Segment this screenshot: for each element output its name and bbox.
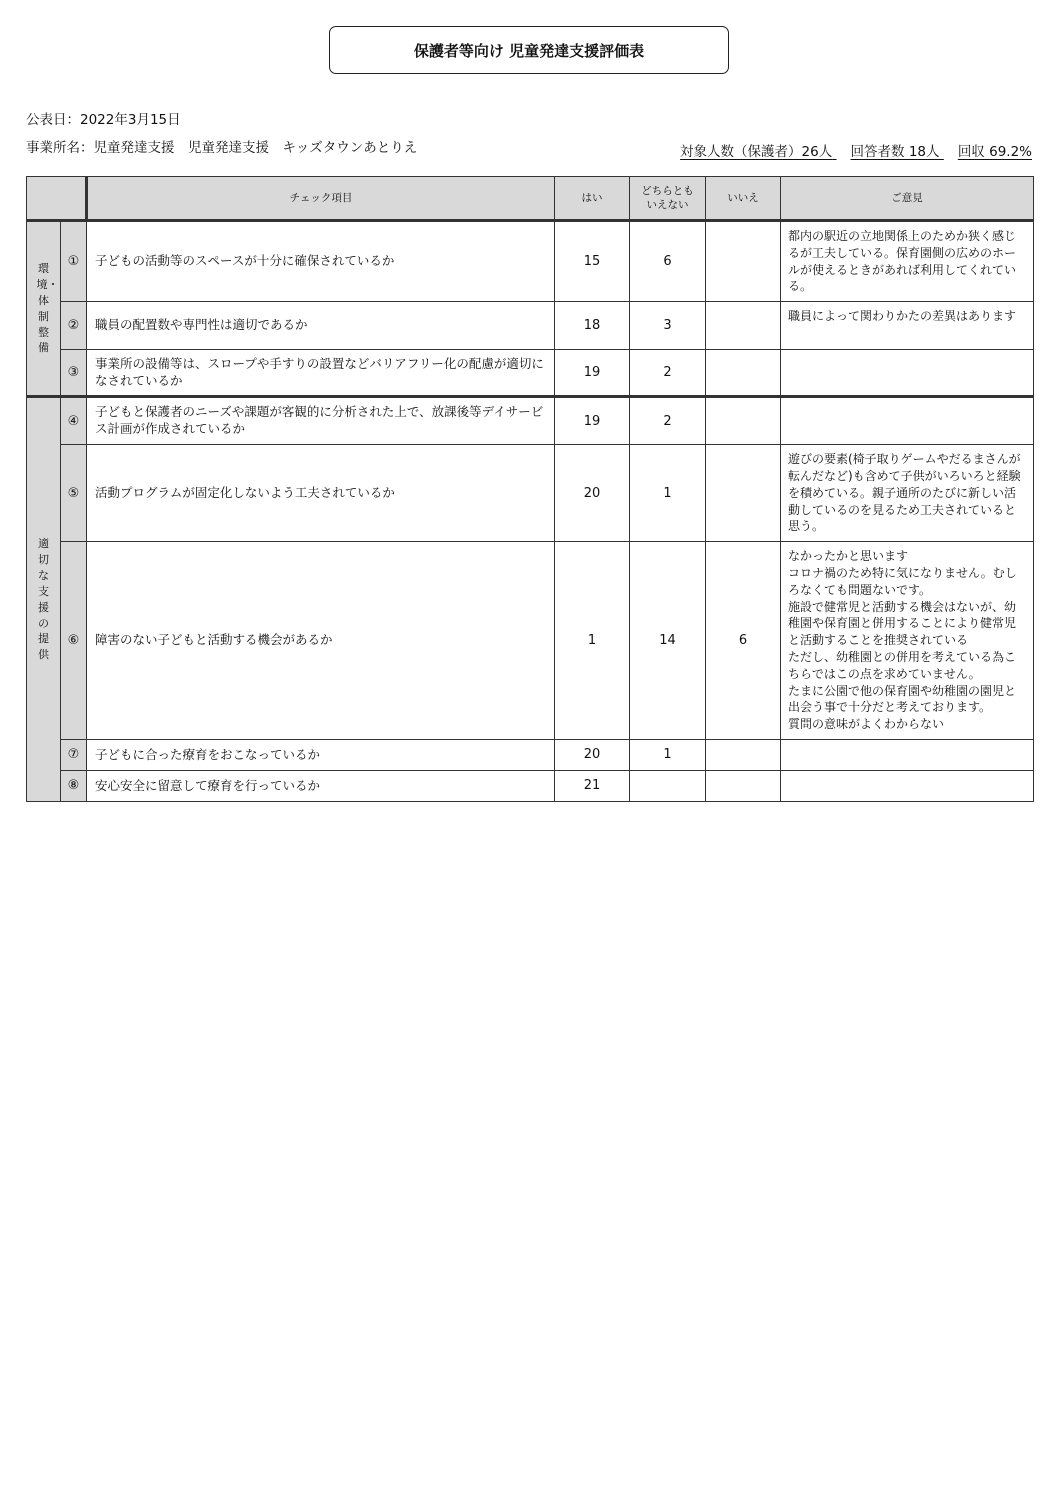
target-count: 対象人数（保護者）26人 (680, 144, 833, 160)
row-number: ④ (61, 397, 87, 445)
header-neither (630, 177, 706, 221)
header-neither-line1: どちらとも (641, 184, 694, 197)
opinion-cell (781, 445, 1034, 542)
check-item: 活動プログラムが固定化しないよう工夫されているか (87, 445, 555, 542)
table-row (27, 445, 1034, 542)
table-row (27, 221, 1034, 302)
check-item: 子どもの活動等のスペースが十分に確保されているか (87, 221, 555, 302)
published-date: 公表日：2022年3月15日 (26, 112, 181, 128)
header-item: チェック項目 (87, 177, 555, 221)
opinion-text: 遊びの要素(椅子取りゲームやだるまさんが転んだなど)も含めて子供がいろいろと経験を積めている。親子通所のたびに新しい活動しているのを見るため工夫されていると思う。 (788, 452, 1021, 534)
opinion-text: 施設で健常児と活動する機会はないが、幼稚園や保育園と併用することにより健常児と活動することを推奨されている (788, 599, 1017, 648)
opinion-cell (781, 770, 1034, 801)
check-item: 子どもと保護者のニーズや課題が客観的に分析された上で、放課後等デイサービス計画が作成されているか (87, 397, 555, 445)
header-neither-line2: いえない (646, 199, 689, 211)
yes-count: 20 (555, 445, 630, 542)
row-number: ① (61, 221, 87, 302)
section-label-support (27, 397, 61, 802)
neither-count (630, 770, 706, 801)
row-number: ② (61, 302, 87, 350)
yes-count: 20 (555, 739, 630, 770)
table-row (27, 350, 1034, 397)
no-count (706, 350, 781, 397)
no-count (706, 739, 781, 770)
check-item: 子どもに合った療育をおこなっているか (87, 739, 555, 770)
row-number: ⑥ (61, 542, 87, 740)
table-row (27, 397, 1034, 445)
table-row (27, 770, 1034, 801)
no-count (706, 770, 781, 801)
yes-count: 1 (555, 542, 630, 740)
yes-count: 15 (555, 221, 630, 302)
respondent-count: 回答者数 18人 (850, 144, 940, 160)
row-number: ⑧ (61, 770, 87, 801)
table-row (27, 542, 1034, 740)
neither-count: 3 (630, 302, 706, 350)
section-label-environment (27, 221, 61, 397)
opinion-cell (781, 302, 1034, 350)
document-title: 保護者等向け 児童発達支援評価表 (329, 26, 729, 74)
opinion-cell (781, 397, 1034, 445)
header-blank (27, 177, 87, 221)
neither-count: 1 (630, 445, 706, 542)
no-count (706, 302, 781, 350)
table-row (27, 739, 1034, 770)
header-no: いいえ (706, 177, 781, 221)
header-yes: はい (555, 177, 630, 221)
neither-count: 6 (630, 221, 706, 302)
table-header-row (27, 177, 1034, 221)
recovery-rate: 回収 69.2% (957, 144, 1032, 160)
no-count (706, 221, 781, 302)
opinion-cell (781, 221, 1034, 302)
header-opinion: ご意見 (781, 177, 1034, 221)
yes-count: 18 (555, 302, 630, 350)
opinion-cell (781, 542, 1034, 740)
section-label-text: 環境・体制整備 (36, 261, 59, 355)
opinion-text: 都内の駅近の立地関係上のためか狭く感じるが工夫している。保育園側の広めのホールが使えるときがあれば利用してくれている。 (788, 229, 1017, 294)
check-item: 安心安全に留意して療育を行っているか (87, 770, 555, 801)
survey-stats (680, 140, 1032, 160)
check-item: 事業所の設備等は、スロープや手すりの設置などバリアフリー化の配慮が適切になされているか (87, 350, 555, 397)
row-number: ⑦ (61, 739, 87, 770)
opinion-text: 質問の意味がよくわからない (788, 717, 945, 732)
opinion-text: ただし、幼稚園との併用を考えている為こちらではこの点を求めていません。 (788, 649, 1017, 681)
opinion-text: コロナ禍のため特に気になりません。むしろなくても問題ないです。 (788, 565, 1017, 597)
yes-count: 21 (555, 770, 630, 801)
opinion-text: 職員によって関わりかたの差異はあります (788, 309, 1017, 324)
table-row (27, 302, 1034, 350)
opinion-text: なかったかと思います (788, 549, 909, 564)
opinion-cell (781, 350, 1034, 397)
yes-count: 19 (555, 350, 630, 397)
check-item: 職員の配置数や専門性は適切であるか (87, 302, 555, 350)
neither-count: 1 (630, 739, 706, 770)
row-number: ⑤ (61, 445, 87, 542)
section-label-text: 適切な支援の提供 (38, 536, 49, 662)
neither-count: 14 (630, 542, 706, 740)
no-count (706, 397, 781, 445)
check-item: 障害のない子どもと活動する機会があるか (87, 542, 555, 740)
opinion-cell (781, 739, 1034, 770)
opinion-text: たまに公園で他の保育園や幼稚園の園児と出会う事で十分だと考えております。 (788, 683, 1017, 715)
evaluation-table (26, 176, 1034, 802)
neither-count: 2 (630, 397, 706, 445)
facility-name: 事業所名：児童発達支援 児童発達支援 キッズタウンあとりえ (26, 140, 418, 156)
yes-count: 19 (555, 397, 630, 445)
no-count (706, 445, 781, 542)
no-count: 6 (706, 542, 781, 740)
neither-count: 2 (630, 350, 706, 397)
row-number: ③ (61, 350, 87, 397)
